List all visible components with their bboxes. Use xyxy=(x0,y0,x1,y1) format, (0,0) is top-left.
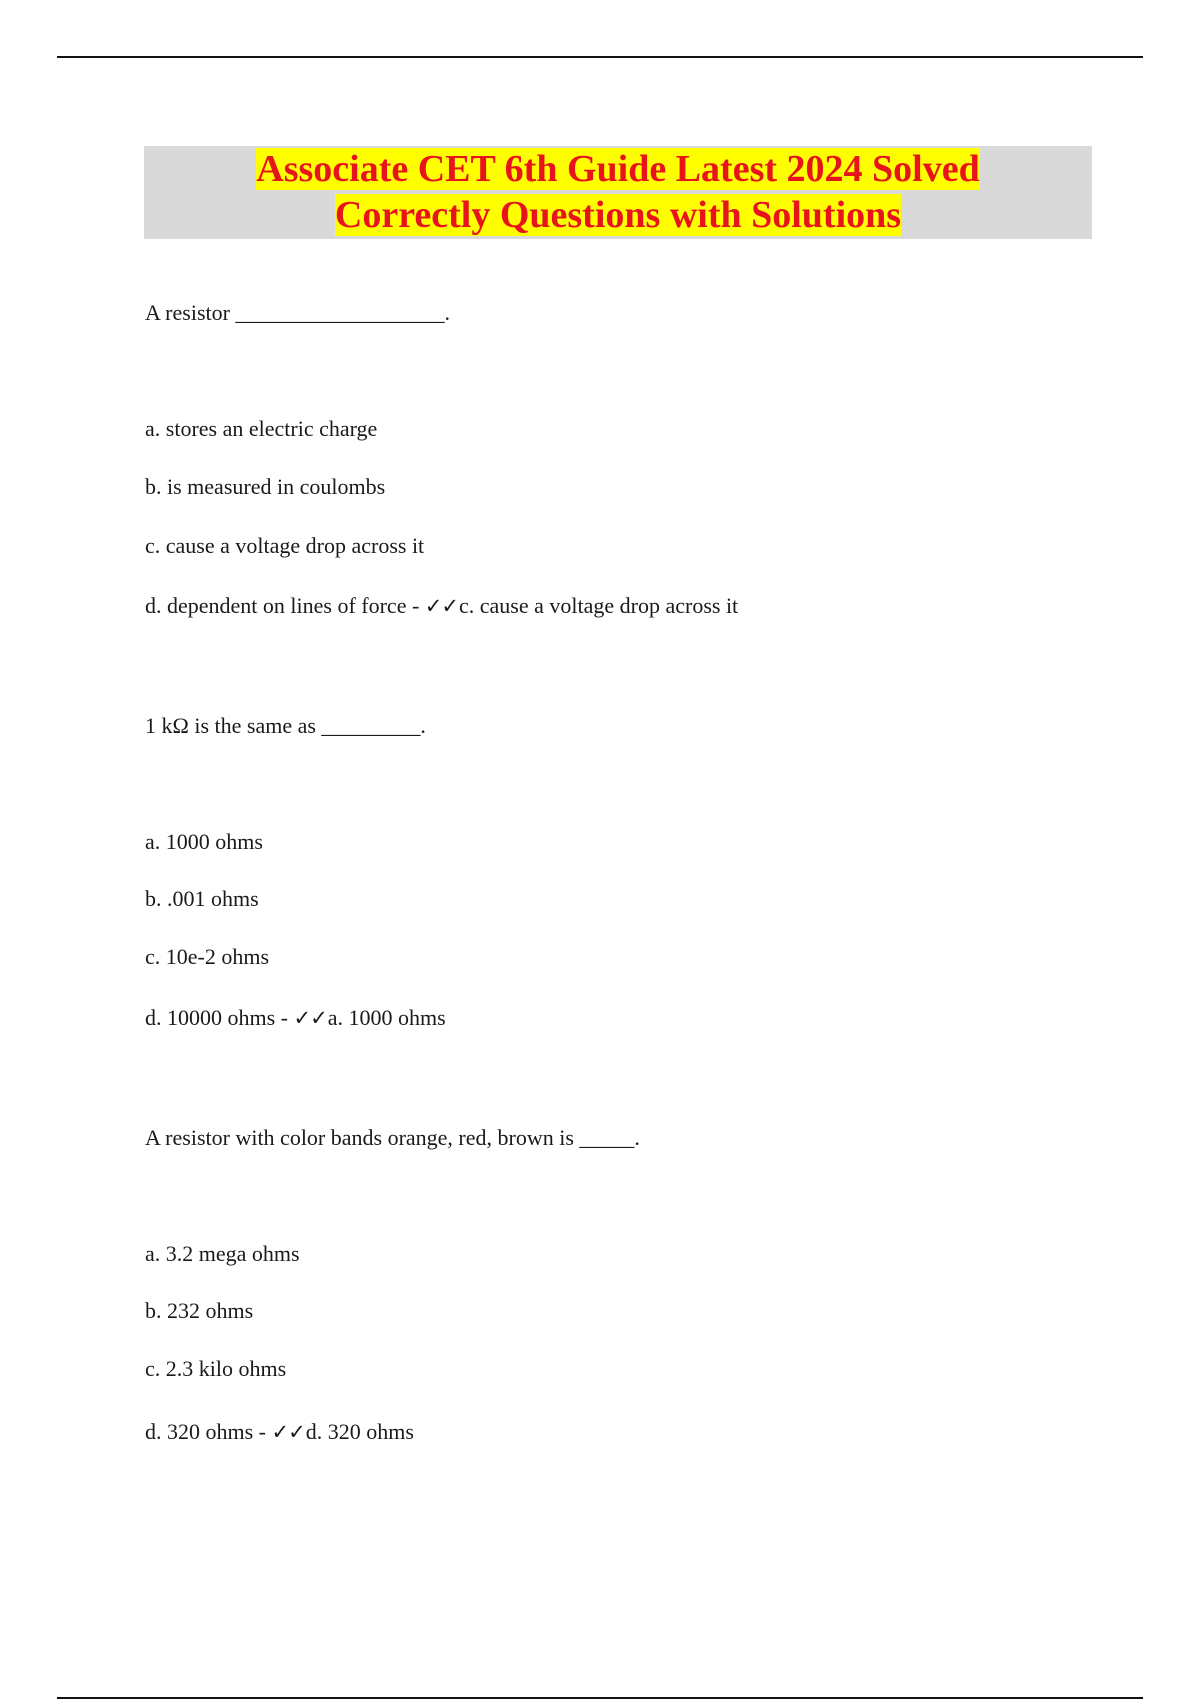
question-2-option-b: b. .001 ohms xyxy=(145,886,259,911)
question-3-answer: d. 320 ohms xyxy=(305,1419,414,1444)
question-2-prompt: 1 kΩ is the same as _________. xyxy=(145,713,426,738)
question-3-option-d-with-answer xyxy=(145,1419,414,1445)
question-1-option-d-with-answer xyxy=(145,593,738,619)
question-2-option-d-with-answer xyxy=(145,1005,446,1031)
document-title-band xyxy=(144,146,1092,239)
check-mark-icon: ✓✓ xyxy=(424,594,458,618)
check-mark-icon: ✓✓ xyxy=(293,1006,327,1030)
bottom-rule xyxy=(57,1697,1143,1699)
question-3-option-a: a. 3.2 mega ohms xyxy=(145,1241,300,1266)
document-title-line-1: Associate CET 6th Guide Latest 2024 Solved xyxy=(256,148,980,190)
question-3-option-c: c. 2.3 kilo ohms xyxy=(145,1356,287,1381)
check-mark-icon: ✓✓ xyxy=(271,1420,305,1444)
question-1-option-a: a. stores an electric charge xyxy=(145,416,378,441)
question-1-option-c: c. cause a voltage drop across it xyxy=(145,533,425,558)
document-title-line-2: Correctly Questions with Solutions xyxy=(334,194,902,236)
top-rule xyxy=(57,56,1143,58)
question-2-option-d: d. 10000 ohms - xyxy=(145,1005,294,1030)
question-1-option-d: d. dependent on lines of force - xyxy=(145,593,425,618)
question-3-prompt: A resistor with color bands orange, red, brown is _____. xyxy=(145,1125,640,1150)
question-2-option-a: a. 1000 ohms xyxy=(145,829,263,854)
question-3-option-b: b. 232 ohms xyxy=(145,1298,254,1323)
question-1-option-b: b. is measured in coulombs xyxy=(145,474,386,499)
question-2-answer: a. 1000 ohms xyxy=(327,1005,446,1030)
question-1-prompt: A resistor ___________________. xyxy=(145,300,450,325)
question-2-option-c: c. 10e-2 ohms xyxy=(145,944,270,969)
question-3-option-d: d. 320 ohms - xyxy=(145,1419,272,1444)
question-1-answer: c. cause a voltage drop across it xyxy=(459,593,739,618)
